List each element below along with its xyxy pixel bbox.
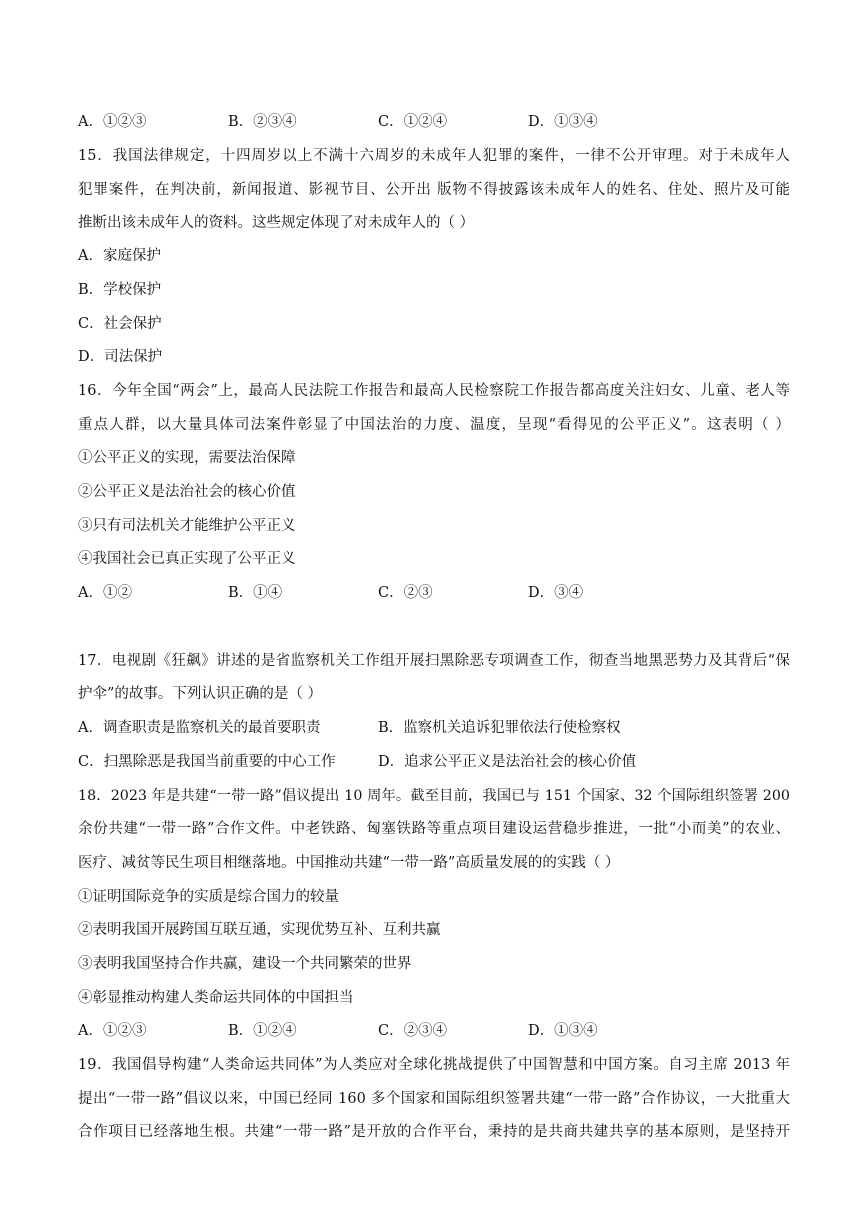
- q18-statement-1: ①证明国际竞争的实质是综合国力的较量: [78, 889, 339, 905]
- q18-option-a: A．①②③: [78, 1023, 147, 1039]
- q15-option-d: D．司法保护: [78, 349, 163, 365]
- q16-statement-4: ④我国社会已真正实现了公平正义: [78, 551, 296, 567]
- q16-stem-line: 16．今年全国“两会”上，最高人民法院工作报告和最高人民检察院工作报告都高度关注妇女、儿童、老人等: [78, 383, 790, 399]
- q16-option-c: C．②③: [378, 585, 433, 601]
- q19-stem-line: 合作项目已经落地生根。共建“一带一路”是开放的合作平台，秉持的是共商共建共享的基本原则，是坚持开: [78, 1124, 790, 1140]
- q15-stem-line: 15．我国法律规定，十四周岁以上不满十六周岁的未成年人犯罪的案件，一律不公开审理。对于未成年人: [78, 148, 790, 164]
- q16-option-d: D．③④: [528, 585, 584, 601]
- q16-statement-3: ③只有司法机关才能维护公平正义: [78, 518, 296, 534]
- q17-option-a: A．调查职责是监察机关的最首要职责: [78, 720, 321, 736]
- q16-statement-1: ①公平正义的实现，需要法治保障: [78, 450, 296, 466]
- q16-options: [78, 583, 790, 603]
- q17-option-c: C．扫黑除恶是我国当前重要的中心工作: [78, 754, 336, 770]
- q18-option-c: C．②③④: [378, 1023, 448, 1039]
- q15-stem-line: 推断出该未成年人的资料。这些规定体现了对未成年人的（ ）: [78, 215, 475, 231]
- q18-statement-2: ②表明我国开展跨国互联互通，实现优势互补、互利共赢: [78, 922, 441, 938]
- q14-option-c: C．①②④: [378, 114, 448, 130]
- q18-option-b: B．①②④: [228, 1023, 297, 1039]
- q14-option-a: A．①②③: [78, 114, 147, 130]
- q17-option-b: B．监察机关追诉犯罪依法行使检察权: [378, 720, 621, 736]
- q14-option-d: D．①③④: [528, 114, 598, 130]
- q17-options-row1: [78, 718, 790, 738]
- q15-option-c: C．社会保护: [78, 316, 162, 332]
- q18-option-d: D．①③④: [528, 1023, 598, 1039]
- q18-stem-line: 医疗、减贫等民生项目相继落地。中国推动共建“一带一路”高质量发展的的实践（ ）: [78, 855, 620, 871]
- q16-statement-2: ②公平正义是法治社会的核心价值: [78, 484, 296, 500]
- q16-option-a: A．①②: [78, 585, 132, 601]
- q15-option-a: A．家庭保护: [78, 248, 161, 264]
- q17-options-row2: [78, 752, 790, 772]
- q16-option-b: B．①④: [228, 585, 283, 601]
- q17-stem-line: 护伞”的故事。下列认识正确的是（ ）: [78, 686, 323, 702]
- q19-stem-line: 提出“一带一路”倡议以来，中国已经同 160 多个国家和国际组织签署共建“一带一路”合作协议，一大批重大: [78, 1091, 790, 1107]
- q14-option-b: B．②③④: [228, 114, 297, 130]
- q15-stem-line: 犯罪案件，在判决前，新闻报道、影视节目、公开出 版物不得披露该未成年人的姓名、住处、照片及可能: [78, 182, 790, 198]
- q17-stem-line: 17．电视剧《狂飙》讲述的是省监察机关工作组开展扫黑除恶专项调查工作，彻查当地黑恶势力及其背后“保: [78, 653, 790, 669]
- q18-stem-line: 余份共建“一带一路”合作文件。中老铁路、匈塞铁路等重点项目建设运营稳步推进，一批“小而美”的农业、: [78, 821, 790, 837]
- q18-options: [78, 1021, 790, 1041]
- q15-option-b: B．学校保护: [78, 282, 162, 298]
- q18-stem-line: 18．2023 年是共建“一带一路”倡议提出 10 周年。截至目前，我国已与 151 个国家、32 个国际组织签署 200: [78, 788, 790, 804]
- q18-statement-3: ③表明我国坚持合作共赢，建设一个共同繁荣的世界: [78, 956, 412, 972]
- q14-options: [78, 112, 790, 132]
- q16-stem-line: 重点人群，以大量具体司法案件彰显了中国法治的力度、温度，呈现“看得见的公平正义”。这表明（ ）: [78, 417, 790, 433]
- q17-option-d: D．追求公平正义是法治社会的核心价值: [378, 754, 637, 770]
- q18-statement-4: ④彰显推动构建人类命运共同体的中国担当: [78, 990, 354, 1006]
- q19-stem-line: 19．我国倡导构建“人类命运共同体”为人类应对全球化挑战提供了中国智慧和中国方案。自习主席 2013 年: [78, 1057, 790, 1073]
